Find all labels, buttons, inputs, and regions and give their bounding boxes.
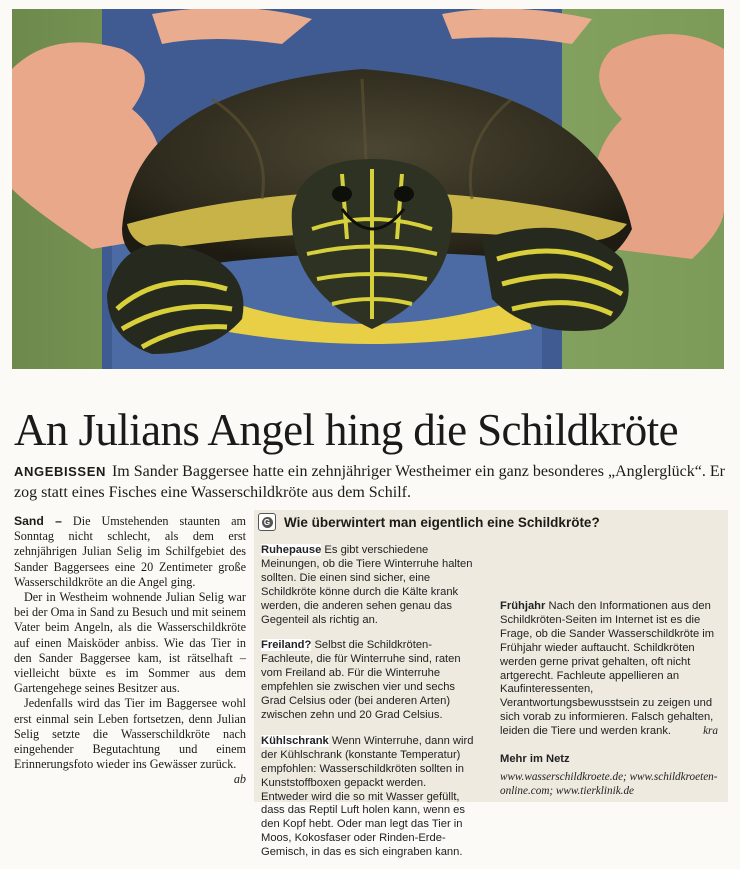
infobox-section	[261, 735, 476, 860]
infobox-section	[261, 639, 476, 722]
infobox-column-left	[261, 544, 476, 869]
infobox-section	[500, 600, 718, 739]
links-heading-row	[500, 753, 718, 767]
turtle-photo	[12, 9, 724, 369]
article-text: Die Umstehenden staunten am Sonntag nicht schlecht, als dem erst zehnjährigen Julian Selig im Schilfgebiet des Sander Baggersees eine 20 Zentimeter große Wasserschildkröte an die Angel ging.	[14, 514, 246, 589]
article-column	[14, 514, 246, 788]
section-head: Freiland?	[261, 639, 312, 652]
article-text: Jedenfalls wird das Tier im Baggersee wohl erst einmal sein Leben fortsetzen, denn Julian Selig setzte die Wasserschildkröte nach eingehender Begutachtung und einem Erinnerungsfoto wieder ins Gewässer zurück.	[14, 696, 246, 772]
web-links[interactable]: www.wasserschildkroete.de; www.schildkroeten-online.com; www.tierklinik.de	[500, 770, 718, 797]
section-head: Frühjahr	[500, 600, 546, 612]
infobox-section	[261, 544, 476, 627]
dateline: Sand –	[14, 514, 62, 528]
section-text: Selbst die Schildkröten-Fachleute, die für Winterruhe sind, raten vom Freiland ab. Für die Winterruhe empfehlen sie zwischen vier und sechs Grad Celsius oder (bei anderen Arten) zwischen zehn und 20 Grad Celsius.	[261, 639, 461, 721]
section-text: Nach den Informationen aus den Schildkröten-Seiten im Internet ist es die Frage, ob die Sander Wasserschildkröte im Frühjahr wieder auftaucht. Schildkröten werden gerne privat gehalten, oft nicht artgerecht. Fachleute appellieren an Kaufinteressenten, Verantwortungsbewusstsein zu zeigen und sich vorab zu informieren. Falsch gehalten, leiden die Tiere und werden krank.	[500, 600, 715, 738]
article-paragraph: Der in Westheim wohnende Julian Selig war bei der Oma in Sand zu Besuch und mit seinem Vater beim Angeln, als die Wasserschildkröte auf einen Maisköder anbiss. Wie das Tier in den Sander Baggersee kam, ist rätselhaft – vielleicht büxte es im Sommer aus dem Gartengehege seines Besitzer aus.	[14, 590, 246, 696]
infobox-column-right	[500, 600, 718, 808]
article-paragraph	[14, 514, 246, 590]
article-paragraph	[14, 696, 246, 787]
section-head: Ruhepause	[261, 544, 322, 556]
links-heading: Mehr im Netz	[500, 753, 570, 766]
headline: An Julians Angel hing die Schildkröte	[14, 405, 678, 455]
infobox-title: Wie überwintert man eigentlich eine Schildkröte?	[284, 514, 600, 530]
author-initials: kra	[703, 725, 718, 738]
author-initials: ab	[233, 772, 246, 787]
infobox-badge	[258, 513, 276, 531]
section-head: Kühlschrank	[261, 734, 329, 747]
badge-letter: G	[262, 517, 273, 528]
section-text: Es gibt verschiedene Meinungen, ob die Tiere Winterruhe halten sollten. Die einen sind sicher, eine Schildkröte könne durch die Kälte krank werden, die anderen sehen genau das Gegenteil als richtig an.	[261, 544, 473, 626]
section-text: Wenn Winterruhe, dann wird der Kühlschrank (konstante Temperatur) empfohlen: Wasserschildkröten sollten in Kunststoffboxen gepackt werden. Entweder wird die so mit Wasser gefüllt, dass das Reptil Luft holen kann, wenn es den Kopf hebt. Oder man legt das Tier in Moos, Kokosfaser oder Rinden-Erde-Gemisch, in das es sich eingraben kann.	[261, 734, 474, 859]
deck	[14, 461, 726, 503]
kicker: ANGEBISSEN	[14, 464, 106, 479]
infobox-header	[256, 512, 726, 532]
deck-text: Im Sander Baggersee hatte ein zehnjähriger Westheimer ein ganz besonderes „Anglerglück“. Er zog statt eines Fisches eine Wasserschildkröte aus dem Schilf.	[14, 463, 725, 501]
